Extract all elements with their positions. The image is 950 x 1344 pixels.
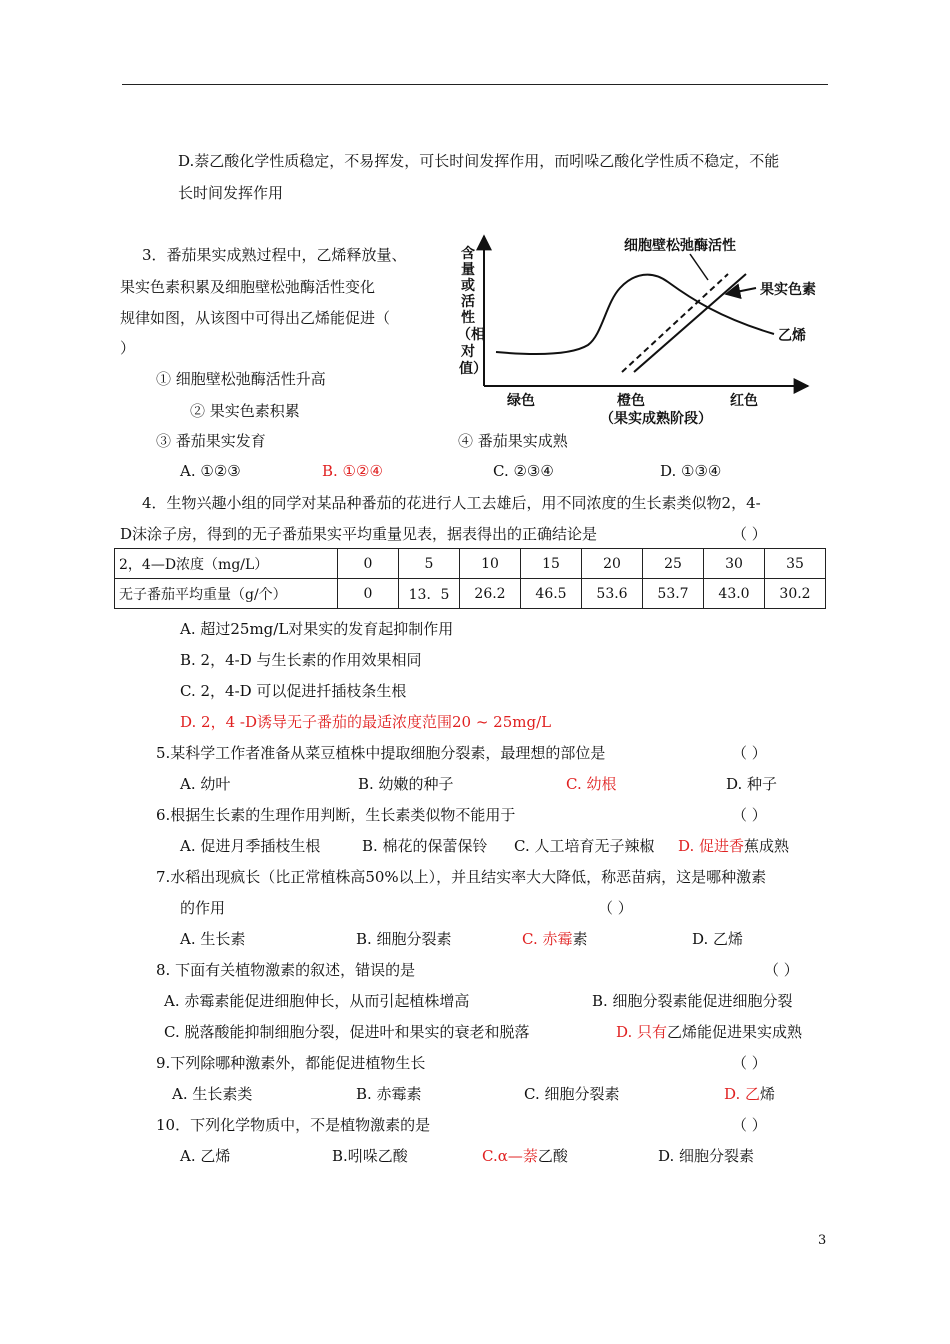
q3-stem-line1: 3．番茄果实成熟过程中，乙烯释放量、 [142, 246, 407, 264]
q2-optD-line2: 长时间发挥作用 [178, 184, 284, 202]
q7-optB: B. 细胞分裂素 [356, 930, 452, 948]
x-tick-orange: 橙色 [617, 393, 645, 409]
table-row [115, 549, 826, 579]
table-cell: 0 [338, 579, 399, 609]
table-cell: 35 [765, 549, 826, 579]
q3-optD: D. ①③④ [660, 462, 722, 480]
q8-optD-rest: 乙烯能促进果实成熟 [667, 1023, 803, 1041]
y-label-char-1: 含 [461, 246, 475, 262]
x-axis-title: （果实成熟阶段） [600, 411, 712, 427]
q5-optA: A. 幼叶 [180, 775, 231, 793]
q6-paren: （ ） [732, 806, 767, 824]
q4-optA: A. 超过25mg/L对果实的发育起抑制作用 [180, 620, 454, 638]
q10-optA: A. 乙烯 [180, 1147, 231, 1165]
q9-optD-answer-part: D. 乙 [724, 1085, 761, 1103]
q7-optC [522, 928, 588, 949]
y-label-char-6: （相 [457, 327, 485, 343]
table-cell: 53.6 [582, 579, 643, 609]
q9-optB: B. 赤霉素 [356, 1085, 422, 1103]
q10-paren: （ ） [732, 1116, 767, 1134]
table-cell: 15 [521, 549, 582, 579]
q3-stem-line3: 规律如图，从该图中可得出乙烯能促进（ [120, 309, 391, 327]
q5-paren: （ ） [732, 744, 767, 762]
q4-stem-line2: D沫涂子房，得到的无子番茄果实平均重量见表，据表得出的正确结论是 [120, 525, 598, 543]
q3-stem-line4: ） [120, 339, 136, 357]
x-tick-red: 红色 [730, 393, 758, 409]
y-label-char-2: 量 [461, 262, 475, 278]
pigment-line [634, 274, 746, 372]
q4-optB: B. 2，4-D 与生长素的作用效果相同 [180, 651, 422, 669]
table-header-concentration: 2，4—D浓度（mg/L） [115, 549, 338, 579]
q4-optC: C. 2，4-D 可以促进扦插枝条生根 [180, 682, 407, 700]
q7-optD: D. 乙烯 [692, 930, 744, 948]
y-label-char-8: 值） [459, 361, 487, 377]
q3-item3: ③ 番茄果实发育 [156, 432, 266, 450]
q10-stem: 10．下列化学物质中，不是植物激素的是 [156, 1116, 431, 1134]
q6-optD-rest: 蕉成熟 [744, 837, 790, 855]
pigment-arrow [726, 288, 756, 294]
y-label-char-4: 活 [461, 294, 475, 310]
table-cell: 5 [399, 549, 460, 579]
q9-optC: C. 细胞分裂素 [524, 1085, 620, 1103]
q5-optB: B. 幼嫩的种子 [358, 775, 454, 793]
q8-optD-answer-part: D. 只有 [616, 1023, 668, 1041]
label-ethylene: 乙烯 [778, 328, 806, 344]
q4-optD-answer: D. 2，4 -D诱导无子番茄的最适浓度范围20 ~ 25mg/L [180, 713, 552, 731]
table-cell: 46.5 [521, 579, 582, 609]
q6-optD-answer-part: D. 促进香 [678, 837, 745, 855]
q3-optB-answer: B. ①②④ [322, 462, 383, 480]
q3-item1: ① 细胞壁松弛酶活性升高 [156, 370, 326, 388]
q9-stem: 9.下列除哪种激素外，都能促进植物生长 [156, 1054, 426, 1072]
q8-paren: （ ） [764, 961, 799, 979]
q5-optC-answer: C. 幼根 [566, 775, 617, 793]
q3-stem-line2: 果实色素积累及细胞壁松弛酶活性变化 [120, 278, 376, 296]
table-cell: 13．5 [399, 579, 460, 609]
q6-optD [678, 835, 789, 856]
q4-paren: （ ） [732, 525, 767, 543]
table-cell: 30.2 [765, 579, 826, 609]
y-label-char-5: 性 [461, 310, 475, 326]
x-tick-green: 绿色 [507, 393, 535, 409]
y-label-char-3: 或 [461, 278, 475, 294]
q9-paren: （ ） [732, 1054, 767, 1072]
table-cell: 20 [582, 549, 643, 579]
q9-optA: A. 生长素类 [172, 1085, 253, 1103]
q3-item2: ② 果实色素积累 [190, 402, 300, 420]
q6-stem: 6.根据生长素的生理作用判断，生长素类似物不能用于 [156, 806, 516, 824]
table-cell: 10 [460, 549, 521, 579]
q5-stem: 5.某科学工作者准备从菜豆植株中提取细胞分裂素，最理想的部位是 [156, 744, 606, 762]
q9-optD [724, 1083, 775, 1104]
q6-optA: A. 促进月季插枝生根 [180, 837, 321, 855]
q5-optD: D. 种子 [726, 775, 778, 793]
table-cell: 53.7 [643, 579, 704, 609]
table-cell: 25 [643, 549, 704, 579]
q10-optC-answer-part: C.α—萘 [482, 1147, 538, 1165]
q3-optC: C. ②③④ [493, 462, 554, 480]
q4-data-table [114, 548, 826, 609]
q7-optA: A. 生长素 [180, 930, 246, 948]
q3-optA: A. ①②③ [180, 462, 241, 480]
label-pigment: 果实色素 [760, 282, 816, 298]
ripening-graph [0, 0, 950, 440]
q4-stem-line1: 4．生物兴趣小组的同学对某品种番茄的花进行人工去雄后，用不同浓度的生长素类似物2，4- [142, 494, 761, 512]
q10-optB: B.吲哚乙酸 [332, 1147, 408, 1165]
page-number: 3 [818, 1233, 827, 1248]
table-cell: 30 [704, 549, 765, 579]
q3-item4: ④ 番茄果实成熟 [458, 432, 568, 450]
q7-optC-answer-part: C. 赤霉 [522, 930, 573, 948]
q6-optB: B. 棉花的保蕾保铃 [362, 837, 488, 855]
q8-optD [616, 1021, 802, 1042]
q8-optB: B. 细胞分裂素能促进细胞分裂 [592, 992, 793, 1010]
label-enzyme-activity: 细胞壁松弛酶活性 [624, 238, 736, 254]
table-row [115, 579, 826, 609]
table-cell: 43.0 [704, 579, 765, 609]
q8-stem: 8. 下面有关植物激素的叙述，错误的是 [156, 961, 416, 979]
q7-stem-line1: 7.水稻出现疯长（比正常植株高50%以上），并且结实率大大降低，称恶苗病，这是哪种激素 [156, 868, 767, 886]
y-label-char-7: 对 [461, 344, 475, 360]
q10-optC [482, 1145, 568, 1166]
table-cell: 26.2 [460, 579, 521, 609]
q8-optC: C. 脱落酸能抑制细胞分裂，促进叶和果实的衰老和脱落 [164, 1023, 530, 1041]
q10-optC-rest: 乙酸 [537, 1147, 568, 1165]
q10-optD: D. 细胞分裂素 [658, 1147, 755, 1165]
q7-stem-line2: 的作用 [180, 899, 226, 917]
enzyme-leader [690, 254, 708, 280]
q6-optC: C. 人工培育无子辣椒 [514, 837, 655, 855]
q8-optA: A. 赤霉素能促进细胞伸长，从而引起植株增高 [164, 992, 470, 1010]
q7-paren: （ ） [598, 899, 633, 917]
q7-optC-rest: 素 [572, 930, 588, 948]
enzyme-activity-line [622, 274, 728, 372]
table-cell: 0 [338, 549, 399, 579]
q2-optD-line1: D.萘乙酸化学性质稳定，不易挥发，可长时间发挥作用，而吲哚乙酸化学性质不稳定，不能 [178, 152, 780, 170]
q9-optD-rest: 烯 [760, 1085, 776, 1103]
table-header-weight: 无子番茄平均重量（g/个） [115, 579, 338, 609]
